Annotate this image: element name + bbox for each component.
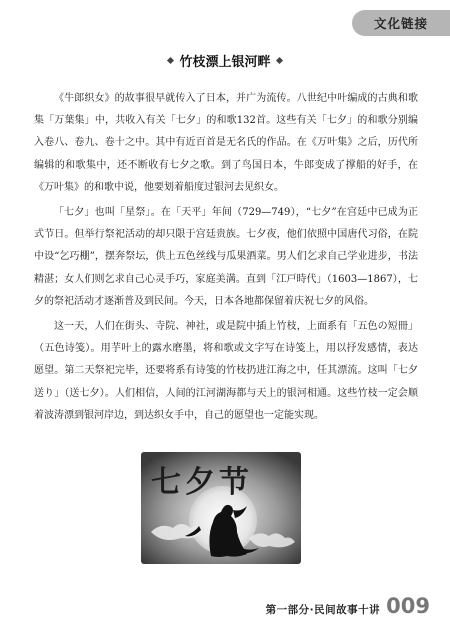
diamond-right-icon bbox=[275, 56, 282, 63]
paragraph: 这一天，人们在街头、寺院、神社，或是院中插上竹枝，上面系有「五色の短冊」（五色诗笺）。用芋叶上的露水磨墨，将和歌或文字写在诗笺上，用以抒发感情，表达愿望。第二天祭祀完毕，还要将系有诗笺的竹枝扔进江海之中，任其漂流。这叫「七夕送り」（送七夕）。人们相信，人间的江河湖海都与天上的银河相通。这些竹枝一定会顺着波涛漂到银河岸边，到达织女手中，自己的愿望也一定能实现。 bbox=[34, 321, 418, 421]
article-body bbox=[34, 88, 418, 430]
running-title: 第一部分·民间故事十讲 bbox=[265, 604, 381, 616]
article-title-row bbox=[148, 50, 302, 70]
section-tab: 文化链接 bbox=[352, 10, 450, 36]
page-footer bbox=[266, 594, 430, 622]
diamond-left-icon bbox=[167, 56, 174, 63]
paragraph: 「七夕」也叫「星祭」。在「天平」年间（729—749），“七夕”在宫廷中已成为正式节日。但举行祭祀活动的却只限于宫廷贵族。七夕夜，他们依照中国唐代习俗，在院中设“乞巧棚”，摆奔祭坛，供上五色丝线与瓜果酒菜。男人们乞求自己学业进步，书法精湛；女人们则乞求自己心灵手巧，家庭美满。直到「江戸時代」（1603—1867），七夕的祭祀活动才逐渐普及到民间。今天，日本各地都保留着庆祝七夕的风俗。 bbox=[34, 207, 418, 307]
page-number: 009 bbox=[386, 594, 430, 618]
paragraph: 《牛郎织女》的故事很早就传入了日本，并广为流传。八世纪中叶编成的古典和歌集「万葉集」中，共收入有关「七夕」的和歌132首。这些有关「七夕」的和歌分别编入卷八、卷九、卷十之中。其中有近百首是无名氏的作品。在《万叶集》之后，历代所编辑的和歌集中，还不断收有七夕之歌。到了鸟国日本，牛郎变成了撑船的好手，在《万叶集》的和歌中说，他要划着船度过银河去见织女。 bbox=[34, 93, 418, 193]
article-title: 竹枝漂上银河畔 bbox=[179, 54, 271, 70]
qixi-illustration bbox=[141, 452, 301, 564]
illustration-art-text: 七夕节 bbox=[151, 465, 253, 500]
